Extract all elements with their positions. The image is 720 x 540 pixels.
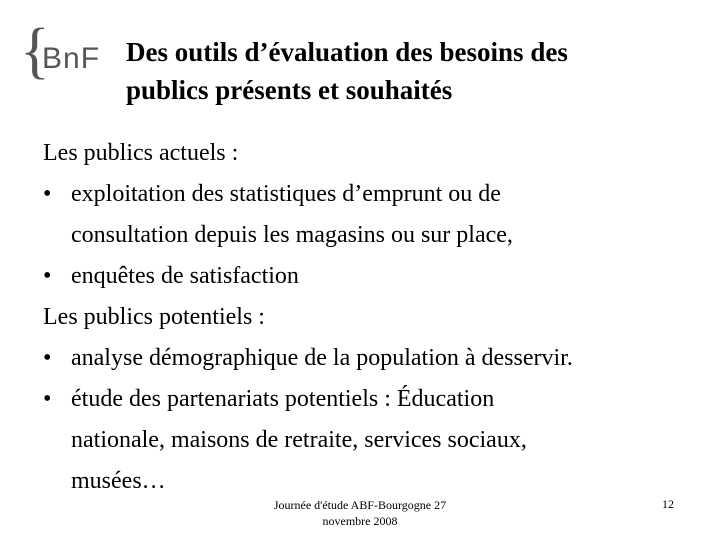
title-line-2: publics présents et souhaités	[126, 75, 453, 105]
bullet-demographic	[43, 338, 708, 379]
logo-text: BnF	[42, 42, 101, 75]
bullet-partnerships-text-1: étude des partenariats potentiels : Éducation	[71, 386, 495, 412]
bullet-satisfaction	[43, 256, 708, 297]
bullet-statistics	[43, 174, 708, 215]
bullet-satisfaction-text: enquêtes de satisfaction	[71, 263, 299, 289]
bullet-dot: •	[43, 345, 52, 371]
logo-brace: {	[20, 17, 50, 85]
bullet-statistics-text-1: exploitation des statistiques d’emprunt ou de	[71, 181, 501, 207]
bnf-logo	[20, 17, 120, 92]
footer-line-2: novembre 2008	[322, 514, 398, 528]
bullet-dot: •	[43, 263, 52, 289]
heading-potential-publics: Les publics potentiels :	[43, 304, 265, 330]
footer-line-1: Journée d'étude ABF-Bourgogne 27	[273, 498, 447, 512]
bullet-dot: •	[43, 386, 52, 412]
heading-current-publics: Les publics actuels :	[43, 140, 239, 166]
bullet-statistics-text-2: consultation depuis les magasins ou sur place,	[71, 222, 513, 248]
bullet-partnerships	[43, 379, 708, 420]
slide-footer	[245, 497, 475, 529]
bullet-dot: •	[43, 181, 52, 207]
slide-body	[43, 133, 708, 502]
bullet-partnerships-text-3: musées…	[71, 468, 166, 494]
title-line-1: Des outils d’évaluation des besoins des	[126, 37, 568, 67]
bullet-partnerships-text-2: nationale, maisons de retraite, services sociaux,	[71, 427, 527, 453]
page-number: 12	[662, 497, 674, 511]
slide-title	[126, 33, 706, 109]
bullet-demographic-text: analyse démographique de la population à desservir.	[71, 345, 573, 371]
